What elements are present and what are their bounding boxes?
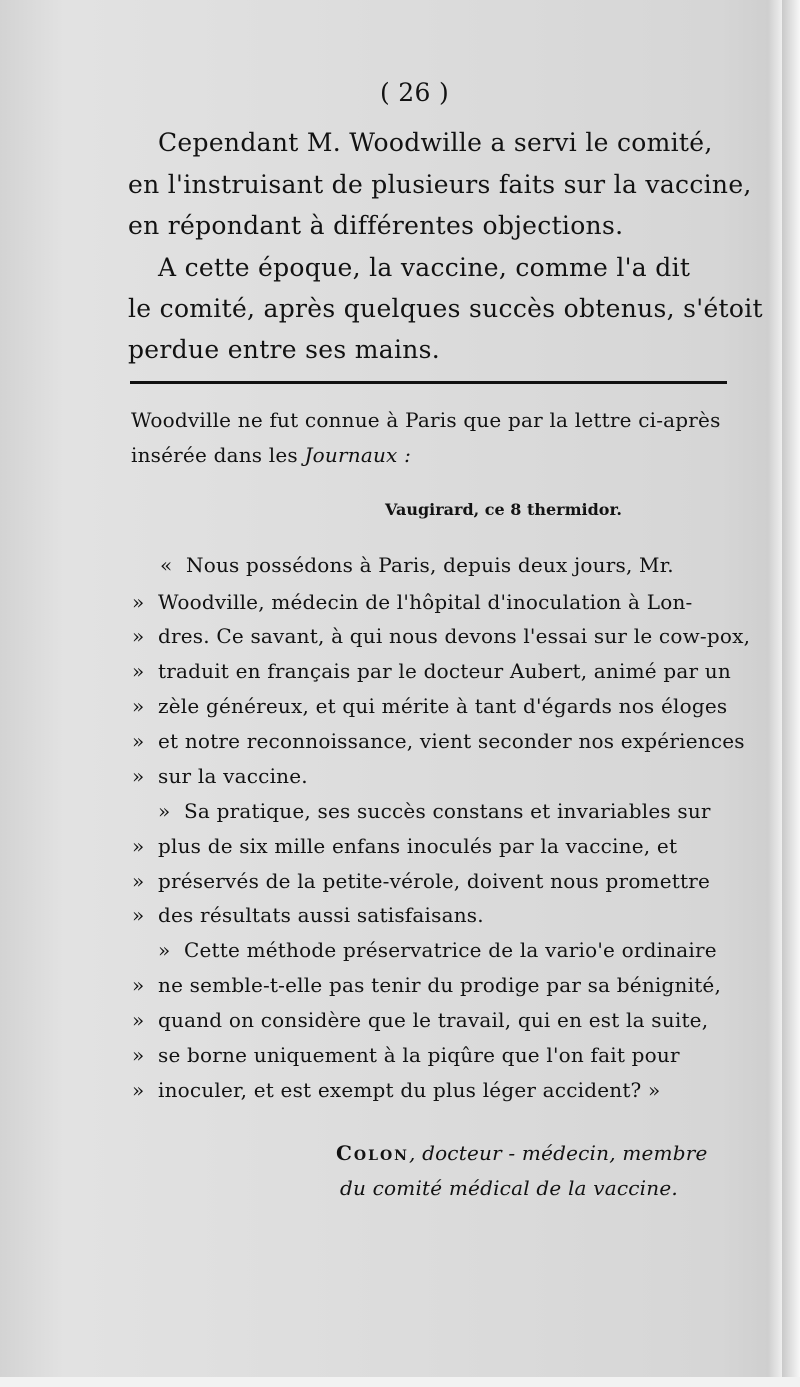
quote-line-7 (132, 764, 308, 788)
quote-text: Nous possédons à Paris, depuis deux jours, Mr. (186, 553, 674, 577)
body-line-1: Cependant M. Woodwille a servi le comité, (158, 128, 713, 157)
quote-mark: » (132, 1043, 145, 1067)
quote-mark: » (132, 624, 145, 648)
quote-text: Woodville, médecin de l'hôpital d'inoculation à Lon- (158, 590, 693, 614)
quote-text: traduit en français par le docteur Aubert, animé par un (158, 659, 731, 683)
quote-text: Sa pratique, ses succès constans et invariables sur (184, 799, 711, 823)
signature-name: Colon (336, 1141, 409, 1165)
quote-mark: » (132, 869, 145, 893)
quote-text: préservés de la petite-vérole, doivent nous promettre (158, 869, 711, 893)
quote-line-8 (158, 799, 711, 823)
quote-mark: » (158, 938, 171, 962)
quote-text: Cette méthode préservatrice de la vario'e ordinaire (184, 938, 717, 962)
quote-text: dres. Ce savant, à qui nous devons l'essai sur le cow-pox, (158, 624, 751, 648)
quote-line-15 (132, 1043, 680, 1067)
quote-mark-open: « (160, 553, 173, 577)
signature-line-1 (336, 1141, 708, 1165)
quote-text: zèle généreux, et qui mérite à tant d'égards nos éloges (158, 694, 728, 718)
quote-text: inoculer, et est exempt du plus léger accident? » (158, 1078, 661, 1102)
quote-text: ne semble-t-elle pas tenir du prodige par sa bénignité, (158, 973, 722, 997)
footnote-intro-line-1: Woodville ne fut connue à Paris que par la lettre ci-après (131, 408, 721, 432)
quote-text: et notre reconnoissance, vient seconder nos expériences (158, 729, 745, 753)
quote-line-3 (132, 624, 750, 648)
quote-mark: » (132, 1008, 145, 1032)
signature-title: , docteur - médecin, membre (408, 1141, 708, 1165)
quote-text: quand on considère que le travail, qui en est la suite, (158, 1008, 709, 1032)
letter-dateline: Vaugirard, ce 8 thermidor. (385, 500, 622, 519)
body-line-3: en répondant à différentes objections. (128, 211, 624, 240)
quote-line-10 (132, 869, 710, 893)
quote-line-1 (160, 553, 674, 577)
quote-text: se borne uniquement à la piqûre que l'on fait pour (158, 1043, 680, 1067)
quote-line-2 (132, 590, 693, 614)
signature-line-2: du comité médical de la vaccine. (340, 1176, 678, 1200)
footnote-intro-text: insérée dans les (131, 443, 305, 467)
footnote-divider (130, 381, 727, 384)
quote-mark: » (132, 1078, 145, 1102)
quote-line-16 (132, 1078, 660, 1102)
quote-mark: » (132, 903, 145, 927)
page-edge-shadow (782, 0, 800, 1387)
quote-line-5 (132, 694, 727, 718)
quote-line-12 (158, 938, 717, 962)
quote-mark: » (132, 973, 145, 997)
quote-mark: » (132, 834, 145, 858)
quote-text: plus de six mille enfans inoculés par la vaccine, et (158, 834, 678, 858)
quote-text: sur la vaccine. (158, 764, 308, 788)
quote-mark: » (158, 799, 171, 823)
quote-mark: » (132, 729, 145, 753)
quote-line-13 (132, 973, 721, 997)
quote-mark: » (132, 659, 145, 683)
body-line-4: A cette époque, la vaccine, comme l'a dit (158, 253, 691, 282)
footnote-intro-line-2 (131, 443, 411, 467)
body-line-2: en l'instruisant de plusieurs faits sur la vaccine, (128, 170, 752, 199)
body-line-6: perdue entre ses mains. (128, 335, 441, 364)
body-line-5: le comité, après quelques succès obtenus, s'étoit (128, 294, 763, 323)
footnote-journaux-italic: Journaux : (304, 443, 412, 467)
quote-mark: » (132, 694, 145, 718)
quote-line-14 (132, 1008, 708, 1032)
quote-line-11 (132, 903, 484, 927)
page-bottom-margin (0, 1377, 800, 1387)
quote-line-9 (132, 834, 677, 858)
quote-line-6 (132, 729, 745, 753)
page-number: ( 26 ) (380, 78, 450, 107)
quote-mark: » (132, 764, 145, 788)
quote-text: des résultats aussi satisfaisans. (158, 903, 484, 927)
quote-line-4 (132, 659, 731, 683)
quote-mark: » (132, 590, 145, 614)
